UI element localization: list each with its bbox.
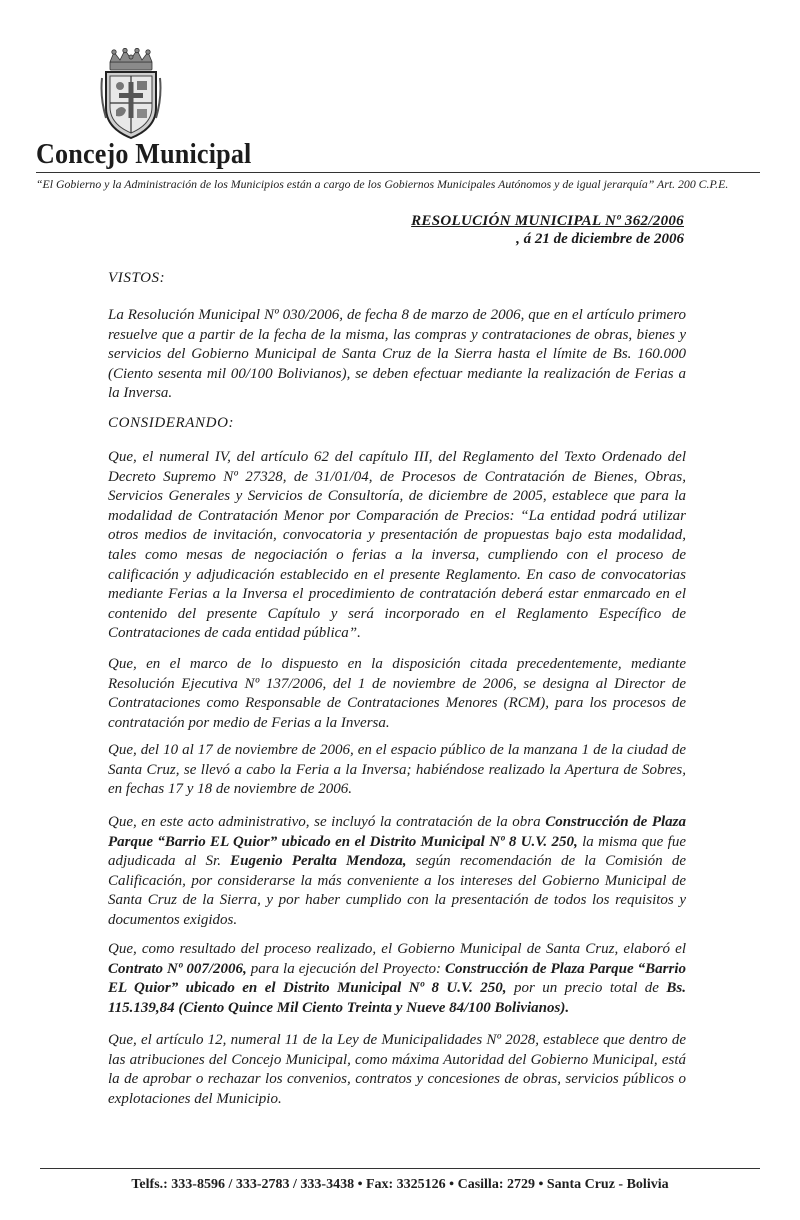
considerando-paragraph-3: Que, del 10 al 17 de noviembre de 2006, en el espacio público de la manzana 1 de la ciudad de Santa Cruz, se llevó a cabo la Feria a la Inversa; habiéndose realizado la Apertura de Sobres, en fechas 17 y 18 de noviembre de 2006. <box>108 742 686 798</box>
p4-text-1: Que, en este acto administrativo, se incluyó la contratación de la obra <box>108 814 546 830</box>
header-motto: “El Gobierno y la Administración de los Municipios están a cargo de los Gobiernos Municipales Autónomos y de igual jerarquía” Art. 200 C.P.E. <box>36 177 729 191</box>
footer-divider <box>40 1168 760 1169</box>
vistos-heading: VISTOS: <box>108 270 166 286</box>
p5-text-2: para la ejecución del Proyecto: <box>246 960 446 977</box>
p5-bold-project: Construcción de Plaza Parque “Barrio EL Quior” ubicado en el Distrito Municipal Nº 8 U.V. 250, <box>108 960 686 997</box>
p4-text-3: según recomendación de la Comisión de Calificación, por considerarse la más conveniente a los intereses del Gobierno Municipal de Santa Cruz de la Sierra, y por haber cumplido con la presentación de todos los requisitos y documentos exigidos. <box>108 853 686 928</box>
resolution-date: , á 21 de diciembre de 2006 <box>516 231 684 247</box>
p4-bold-contractor: Eugenio Peralta Mendoza, <box>230 853 407 870</box>
organization-name: Concejo Municipal <box>36 138 252 170</box>
p5-bold-contract: Contrato Nº 007/2006, <box>108 960 247 977</box>
p4-bold-project: Construcción de Plaza Parque “Barrio EL Quior” ubicado en el Distrito Municipal Nº 8 U.V. 250, <box>108 814 686 850</box>
considerando-paragraph-5 <box>108 940 686 1018</box>
p4-text-2: la misma que fue adjudicada al Sr. <box>108 833 686 870</box>
considerando-paragraph-1: Que, el numeral IV, del artículo 62 del capítulo III, del Reglamento del Texto Ordenado del Decreto Supremo Nº 27328, de 31/01/04, de Procesos de Contratación de Bienes, Obras, Servicios Generales y Servicios de Consultoría, de diciembre de 2005, establece que para la modalidad de Contratación Menor por Comparación de Precios: “La entidad podrá utilizar otros medios de invitación, convocatoria y presentación de propuestas bajo esta modalidad, tales como mesas de negociación o ferias a la inversa, cumpliendo con el proceso de calificación y adjudicación establecido en el presente Reglamento. En caso de convocatorias mediante Ferias a la Inversa el procedimiento de contratación deberá estar enmarcado en el contenido del presente Capítulo y será incorporado en el Reglamento Específico de Contrataciones de cada entidad pública”. <box>108 449 686 642</box>
considerando-paragraph-6: Que, el artículo 12, numeral 11 de la Ley de Municipalidades Nº 2028, establece que dentro de las atribuciones del Concejo Municipal, como máxima Autoridad del Gobierno Municipal, está la de aprobar o rechazar los convenios, contratos y concesiones de obras, servicios públicos o explotaciones del Municipio. <box>108 1032 686 1107</box>
considerando-paragraph-2: Que, en el marco de lo dispuesto en la disposición citada precedentemente, mediante Resolución Ejecutiva Nº 137/2006, del 1 de noviembre de 2006, se designa al Director de Contrataciones como Responsable de Contrataciones Menores (RCM), para los procesos de contratación por medio de Ferias a la Inversa. <box>108 656 686 731</box>
p5-bold-price: Bs. 115.139,84 (Ciento Quince Mil Ciento Treinta y Nueve 84/100 Bolivianos). <box>108 980 686 1016</box>
header-divider <box>36 172 760 173</box>
p5-text-1: Que, como resultado del proceso realizado, el Gobierno Municipal de Santa Cruz, elaboró el <box>108 941 686 957</box>
footer-contact: Telfs.: 333-8596 / 333-2783 / 333-3438 • Fax: 3325126 • Casilla: 2729 • Santa Cruz - Bolivia <box>131 1177 669 1192</box>
p5-text-3: por un precio total de <box>506 980 667 997</box>
considerando-heading: CONSIDERANDO: <box>108 415 235 431</box>
considerando-paragraph-4 <box>108 813 686 931</box>
coat-of-arms-icon <box>100 48 162 140</box>
resolution-title: RESOLUCIÓN MUNICIPAL Nº 362/2006 <box>411 213 684 229</box>
vistos-paragraph: La Resolución Municipal Nº 030/2006, de fecha 8 de marzo de 2006, que en el artículo primero resuelve que a partir de la fecha de la misma, las compras y contrataciones de obras, bienes y servicios del Gobierno Municipal de Santa Cruz de la Sierra hasta el límite de Bs. 160.000 (Ciento sesenta mil 00/100 Bolivianos), se deben efectuar mediante la realización de Ferias a la Inversa. <box>108 307 686 402</box>
